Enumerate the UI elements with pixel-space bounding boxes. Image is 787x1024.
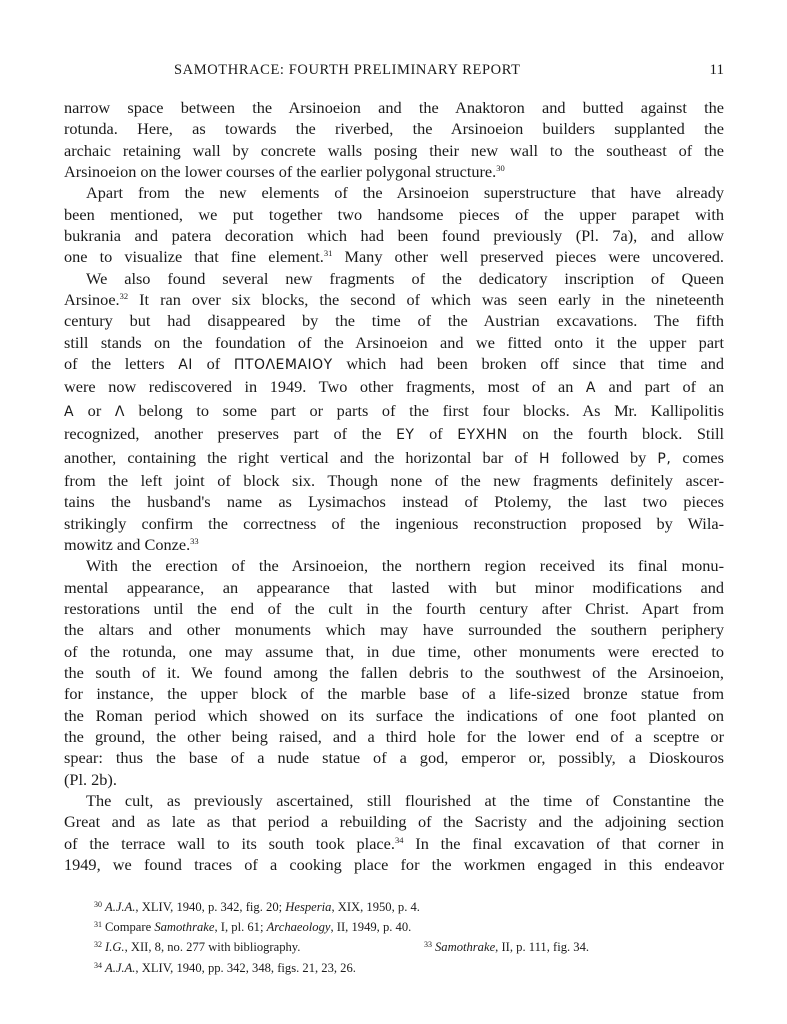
text-line: of the rotunda, one may assume that, in due time, other monuments were erected to xyxy=(64,641,724,661)
text-line: We also found several new fragments of the dedicatory inscription of Queen xyxy=(86,268,724,288)
text-run: mowitz and Conze. xyxy=(64,534,191,554)
text-line: the ground, the other being raised, and a third hole for the lower end of a sceptre or xyxy=(64,726,724,746)
text-run: belong to some part or parts of the first four blocks. As Mr. Kallipolitis xyxy=(124,400,724,420)
text-line xyxy=(64,833,724,854)
text-run: and part of an xyxy=(596,377,724,397)
footnote-text: , XII, 8, no. 277 with bibliography. xyxy=(124,940,301,955)
greek-inscription: ΑΙ xyxy=(178,357,193,374)
text-line: rotunda. Here, as towards the riverbed, the Arsinoeion builders supplanted the xyxy=(64,119,724,139)
greek-inscription: Α xyxy=(64,403,75,420)
text-run: followed by xyxy=(550,447,658,467)
text-run: another, containing the right vertical and the horizontal bar of xyxy=(64,447,539,467)
text-line: century but had disappeared by the time of the Austrian excavations. The fifth xyxy=(64,311,724,331)
text-line: Great and as late as that period a rebuilding of the Sacristy and the adjoining section xyxy=(64,812,724,832)
text-line xyxy=(64,534,724,555)
greek-inscription: Ρ, xyxy=(657,450,672,467)
text-line: the south of it. We found among the fallen debris to the southwest of the Arsinoeion, xyxy=(64,662,724,682)
text-line xyxy=(64,376,724,399)
text-run: It ran over six blocks, the second of which was seen early in the nineteenth xyxy=(128,290,724,310)
text-line xyxy=(64,161,724,182)
footnote-ref: 34 xyxy=(394,834,404,845)
footnote-32-33 xyxy=(94,936,694,956)
footnote-number: 34 xyxy=(94,960,102,970)
text-line: from the left joint of block six. Though none of the new fragments definitely ascer- xyxy=(64,470,724,490)
footnote-ref: 30 xyxy=(496,163,505,174)
footnote-number: 32 xyxy=(94,940,102,950)
footnote-text: Archaeology xyxy=(266,920,331,935)
text-line: Apart from the new elements of the Arsinoeion superstructure that have already xyxy=(86,183,724,203)
text-line: mental appearance, an appearance that lasted with but minor modifications and xyxy=(64,577,724,597)
text-line xyxy=(64,423,724,446)
paragraph-4 xyxy=(64,555,724,790)
text-run: one to visualize that fine element. xyxy=(64,247,324,267)
text-line xyxy=(64,353,724,376)
text-line: for instance, the upper block of the marble base of a life-sized bronze statue from xyxy=(64,684,724,704)
text-line: still stands on the foundation of the Arsinoeion and we fitted onto it the upper part xyxy=(64,332,724,352)
footnote-text: , XLIV, 1940, pp. 342, 348, figs. 21, 23, 26. xyxy=(135,960,356,975)
footnote-text: Samothrake xyxy=(154,920,215,935)
text-line: the altars and other monuments which may have surrounded the southern periphery xyxy=(64,620,724,640)
footnote-text: , XLIV, 1940, p. 342, fig. 20; xyxy=(135,900,286,914)
footnote-33 xyxy=(424,940,589,954)
text-line xyxy=(64,246,724,267)
text-run: comes xyxy=(671,447,724,467)
text-line: strikingly confirm the correctness of the ingenious reconstruction proposed by Wila- xyxy=(64,513,724,533)
paragraph-3 xyxy=(64,268,724,555)
text-run: on the fourth block. Still xyxy=(507,424,725,444)
footnote-text: , XIX, 1950, p. 4. xyxy=(331,900,420,914)
text-run: Many other well preserved pieces were uncovered. xyxy=(332,247,725,267)
text-line: been mentioned, we put together two handsome pieces of the upper parapet with xyxy=(64,204,724,224)
text-line: (Pl. 2b). xyxy=(64,769,117,789)
greek-inscription: ΠΤΟΛΕΜΑΙΟΥ xyxy=(233,357,333,374)
greek-inscription: ΕΥΧΗΝ xyxy=(457,427,508,444)
footnote-31 xyxy=(94,916,694,936)
greek-inscription: Α xyxy=(585,380,596,397)
footnote-text: , II, 1949, p. 40. xyxy=(330,920,412,935)
footnote-30 xyxy=(94,896,694,916)
text-run: of the terrace wall to its south took place. xyxy=(64,833,395,853)
paragraph-1 xyxy=(64,97,724,182)
text-line xyxy=(64,289,724,310)
footnote-text: , II, p. 111, fig. 34. xyxy=(495,940,590,955)
text-run: In the final excavation of that corner in xyxy=(403,833,724,853)
footnote-text: Compare xyxy=(105,920,155,935)
text-run: Arsinoe. xyxy=(64,290,120,310)
footnote-number: 33 xyxy=(424,940,432,950)
footnote-number: 31 xyxy=(94,920,102,930)
text-run: of the letters xyxy=(64,354,179,374)
footnote-32 xyxy=(94,936,424,956)
greek-inscription: Η xyxy=(538,450,550,467)
text-line: tains the husband's name as Lysimachos instead of Ptolemy, the last two pieces xyxy=(64,492,724,512)
footnote-number: 30 xyxy=(94,900,102,909)
footnote-text: I.G. xyxy=(105,940,125,955)
page-header xyxy=(64,62,724,84)
text-line: spear: thus the base of a nude statue of a god, emperor or, possibly, a Dioskouros xyxy=(64,748,724,768)
text-line: The cult, as previously ascertained, still flourished at the time of Constantine the xyxy=(86,791,724,810)
footnote-ref: 32 xyxy=(119,291,129,302)
running-title: SAMOTHRACE: FOURTH PRELIMINARY REPORT xyxy=(174,62,521,78)
page-number: 11 xyxy=(709,62,724,78)
footnote-34 xyxy=(94,957,694,977)
text-line xyxy=(64,447,724,470)
text-line: archaic retaining wall by concrete walls posing their new wall to the southeast of the xyxy=(64,140,724,160)
footnote-ref: 31 xyxy=(323,248,333,259)
text-line: restorations until the end of the cult in the fourth century after Christ. Apart from xyxy=(64,598,724,618)
footnote-text: A.J.A. xyxy=(105,900,136,914)
text-line: bukrania and patera decoration which had been found previously (Pl. 7a), and allow xyxy=(64,226,724,246)
text-run: were now rediscovered in 1949. Two other fragments, most of an xyxy=(64,377,574,397)
footnote-text: Hesperia xyxy=(285,900,332,914)
text-run: which had been broken off since that time and xyxy=(332,354,724,374)
text-line xyxy=(64,400,724,423)
greek-inscription: ΕΥ xyxy=(396,427,415,444)
text-line: the Roman period which showed on its surface the indications of one foot planted on xyxy=(64,705,724,725)
footnote-text: A.J.A. xyxy=(105,960,136,975)
text-run: of xyxy=(192,354,234,374)
body-text xyxy=(64,97,724,875)
text-line: With the erection of the Arsinoeion, the northern region received its final monu- xyxy=(86,556,724,576)
paragraph-5 xyxy=(64,790,724,875)
text-line: narrow space between the Arsinoeion and the Anaktoron and butted against the xyxy=(64,98,724,117)
text-run: of xyxy=(414,424,458,444)
footnote-ref: 33 xyxy=(190,535,199,546)
text-run: Arsinoeion on the lower courses of the earlier polygonal structure. xyxy=(64,162,497,182)
footnote-text: , I, pl. 61; xyxy=(214,920,267,935)
paragraph-2 xyxy=(64,182,724,267)
text-run: recognized, another preserves part of the xyxy=(64,424,397,444)
text-line: 1949, we found traces of a cooking place for the workmen engaged in this endeavor xyxy=(64,855,724,875)
greek-inscription: Λ xyxy=(114,403,125,420)
footnotes xyxy=(94,896,694,977)
footnote-text: Samothrake xyxy=(435,940,496,955)
text-run: or xyxy=(74,400,115,420)
